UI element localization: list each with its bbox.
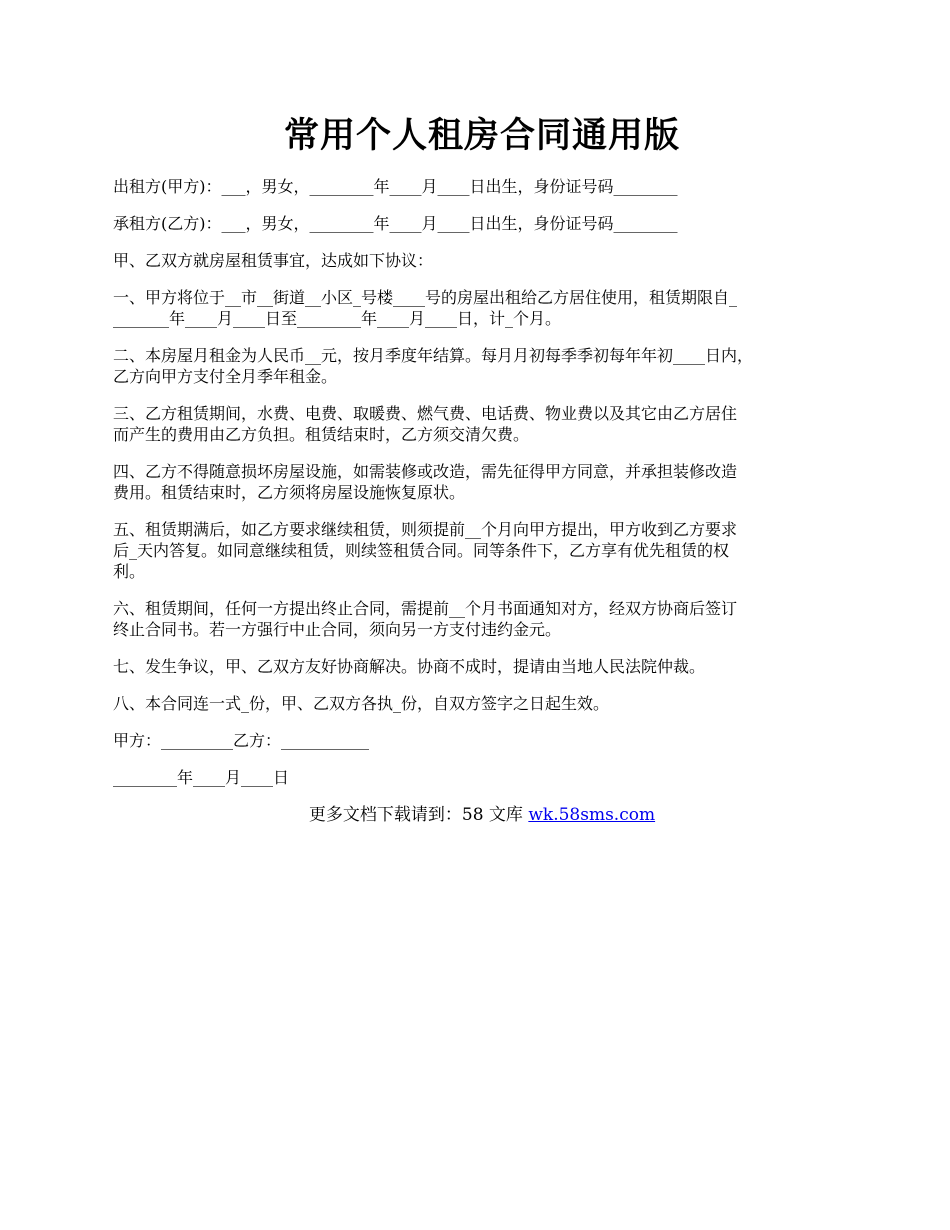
- footer-link[interactable]: wk.58sms.com: [528, 805, 656, 825]
- document-title: 常用个人租房合同通用版: [283, 115, 680, 156]
- lessee-info: 承租方(乙方)：___，男女，________年____月____日出生，身份证号码________: [113, 214, 678, 233]
- download-footer: [113, 804, 851, 826]
- clause-7: 七、发生争议，甲、乙双方友好协商解决。协商不成时，提请由当地人民法院仲裁。: [113, 657, 706, 676]
- lessor-info: 出租方(甲方)：___，男女，________年____月____日出生，身份证号码________: [113, 177, 678, 196]
- clause-8: 八、本合同连一式_份，甲、乙双方各执_份，自双方签字之日起生效。: [113, 694, 610, 713]
- clause-2: 二、本房屋月租金为人民币__元，按月季度年结算。每月月初每季季初每年年初____日内， 乙方向甲方支付全月季年租金。: [113, 346, 754, 386]
- clause-4: 四、乙方不得随意损坏房屋设施，如需装修或改造，需先征得甲方同意，并承担装修改造 费用。租赁结束时，乙方须将房屋设施恢复原状。: [113, 462, 738, 502]
- clause-3: 三、乙方租赁期间，水费、电费、取暖费、燃气费、电话费、物业费以及其它由乙方居住 而产生的费用由乙方负担。租赁结束时，乙方须交清欠费。: [113, 404, 738, 444]
- signature-line: 甲方：_________乙方：___________: [113, 731, 370, 750]
- footer-text: 更多文档下载请到：58 文库: [308, 805, 529, 825]
- clause-6: 六、租赁期间，任何一方提出终止合同，需提前__个月书面通知对方，经双方协商后签订 终止合同书。若一方强行中止合同，须向另一方支付违约金元。: [113, 599, 738, 639]
- document-page: [113, 108, 851, 826]
- clause-5: 五、租赁期满后，如乙方要求继续租赁，则须提前__个月向甲方提出，甲方收到乙方要求 后_天内答复。如同意继续租赁，则续签租赁合同。同等条件下，乙方享有优先租赁的权 利。: [113, 520, 738, 581]
- date-line: ________年____月____日: [113, 768, 290, 787]
- clause-1: 一、甲方将位于__市__街道__小区_号楼____号的房屋出租给乙方居住使用，租赁期限自_ _______年____月____日至________年____月____日，计_个月。: [113, 288, 738, 328]
- agreement-intro: 甲、乙双方就房屋租赁事宜，达成如下协议：: [113, 251, 434, 270]
